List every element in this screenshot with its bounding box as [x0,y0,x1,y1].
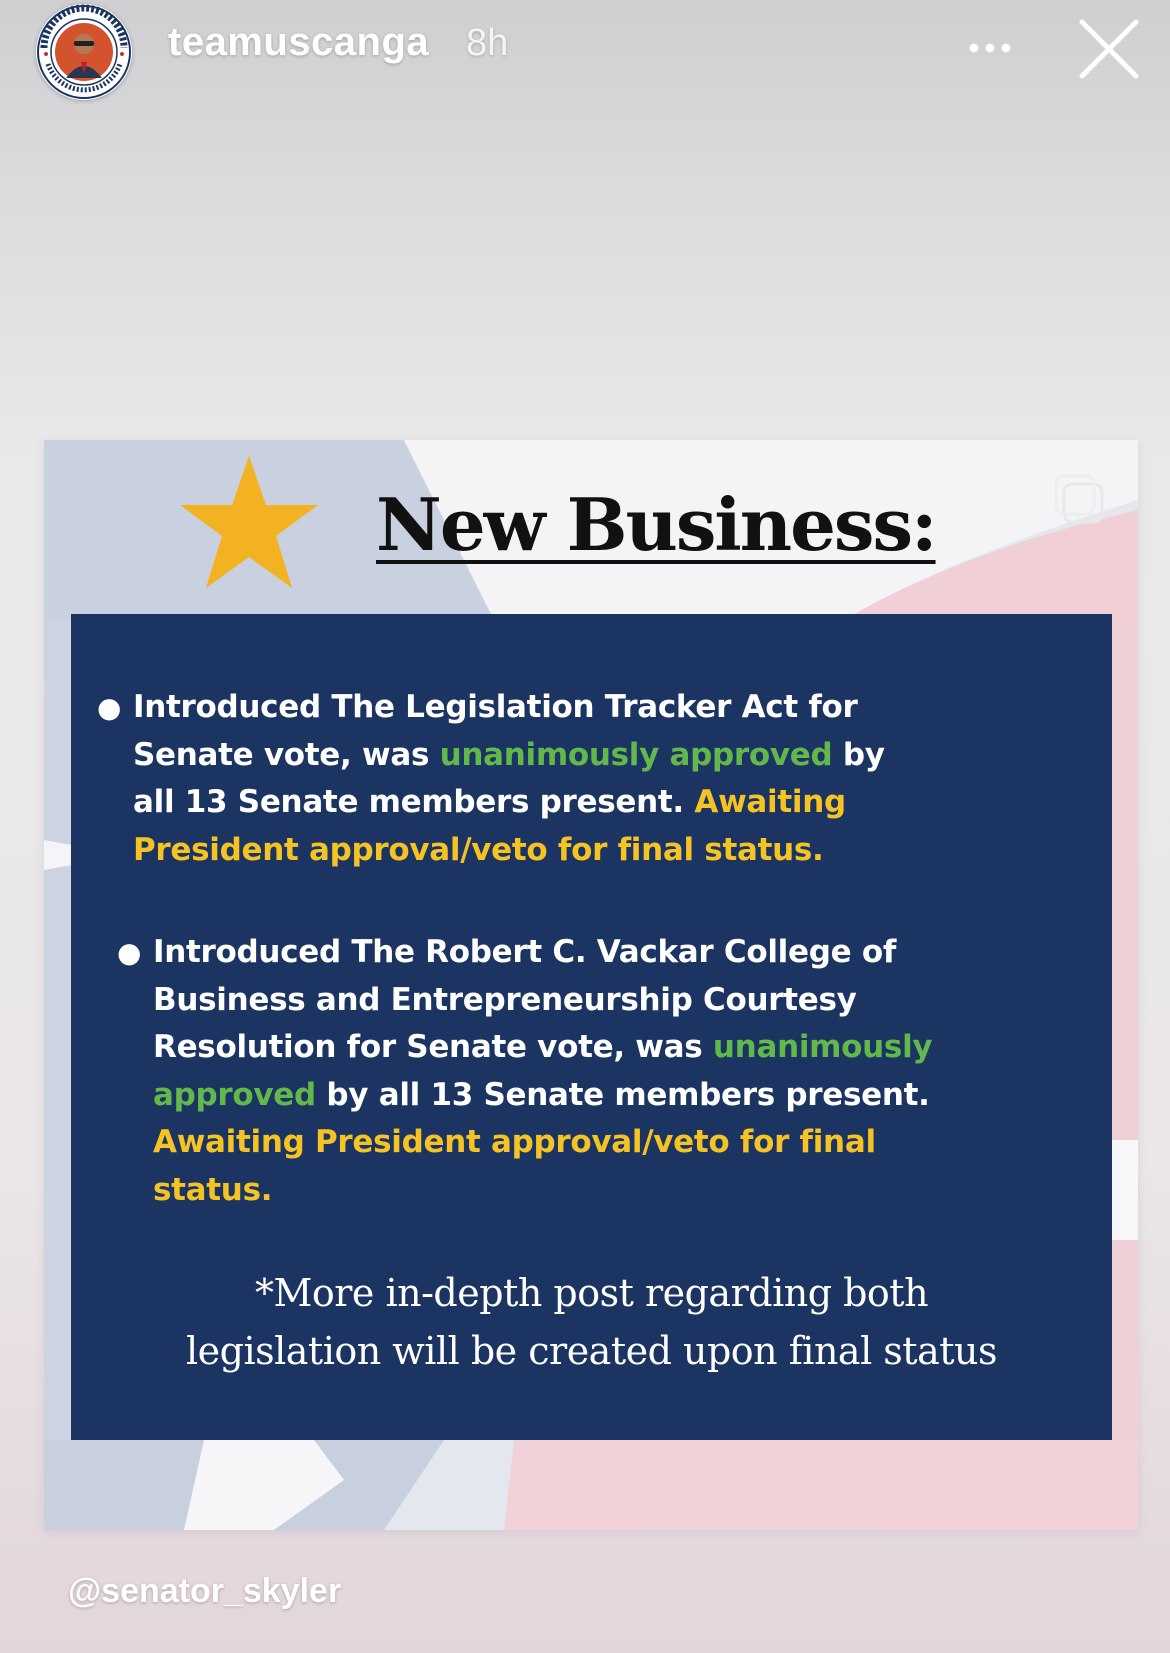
footnote-line: legislation will be created upon final status [186,1329,997,1373]
shared-post-card[interactable] [44,440,1138,1530]
close-button[interactable] [1076,16,1142,82]
close-icon [1076,16,1142,82]
list-item [97,684,933,874]
bullet-dot-icon: ● [97,691,122,724]
awaiting-highlight: Awaiting President approval/veto for final status. [153,1124,876,1208]
bullet-text: Introduced The Robert C. Vackar College of Business and Entrepreneurship Courtesy Resolution for Senate vote, was [153,934,897,1065]
mention-sticker[interactable]: @senator_skyler [68,1572,342,1610]
bullet-text: Introduced The Legislation Tracker Act for Senate vote, was [133,689,858,773]
approved-highlight: unanimously approved [153,1029,933,1113]
story-header [0,0,1170,110]
timestamp: 8h [466,22,509,64]
avatar[interactable] [36,4,132,100]
footnote [71,1264,1112,1380]
bullet-text: by all 13 Senate members present. [315,1076,930,1113]
list-item [117,929,953,1214]
multi-image-icon [1052,472,1108,528]
bullet-text: by all 13 Senate members present. [133,736,885,820]
more-options-button[interactable] [960,26,1020,70]
approved-highlight: unanimously approved [439,736,833,773]
more-options-icon [960,26,1020,70]
awaiting-highlight: Awaiting President approval/veto for final status. [133,784,846,868]
username[interactable]: teamuscanga [168,20,430,64]
content-panel [71,614,1112,1440]
footnote-line: *More in-depth post regarding both [254,1271,929,1315]
avatar-seal-icon [36,4,132,100]
bullet-dot-icon: ● [117,936,142,969]
star-icon [178,454,320,592]
post-title: New Business: [376,482,936,567]
